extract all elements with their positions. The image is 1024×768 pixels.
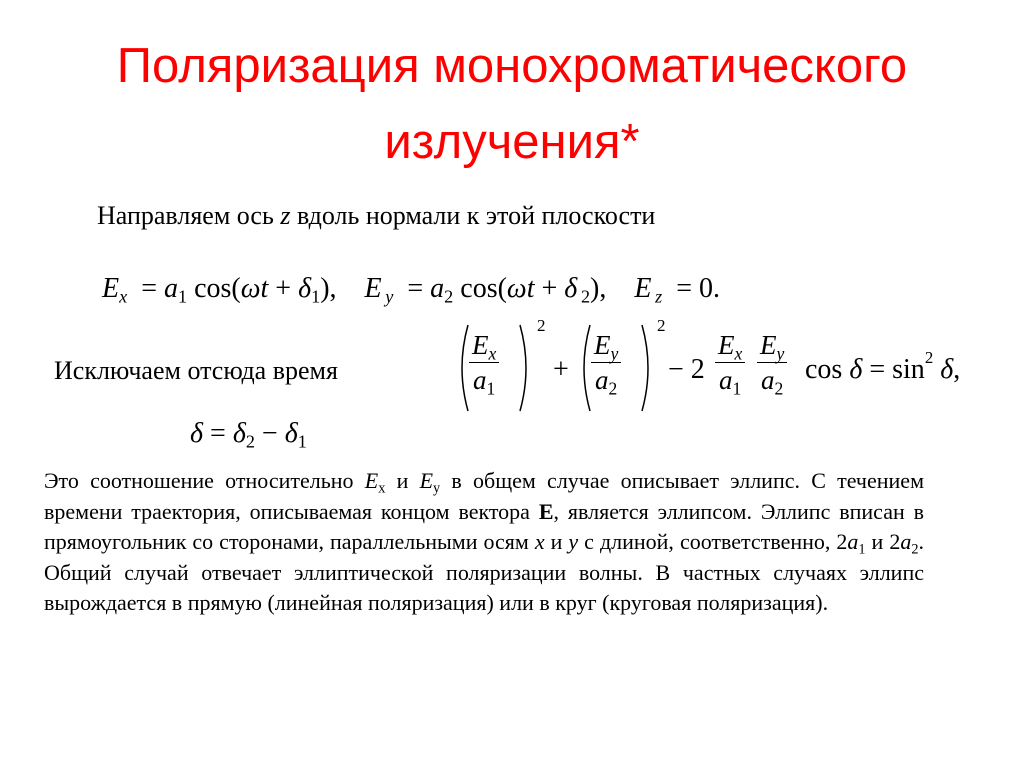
- slide-title-line-1: Поляризация монохроматического: [116, 39, 908, 93]
- exponent-2-a: 2: [537, 316, 546, 335]
- minus-two: − 2: [668, 354, 705, 385]
- fraction-ey-a2-b: $\frac{E_y}{a_2}$: [756, 328, 788, 397]
- cos-delta-sin2: $\cos \delta = \sin^2 \delta$,: [805, 347, 961, 385]
- field-components-equation: $E_x = a_1$ $\cos(\omega t + \delta_1)$, E $_y = a_2$ cos(ωt + δ $_2$), E $_z$ = 0.: [102, 273, 721, 307]
- fraction-ey-a2: $\frac{E_y}{a_2}$: [590, 328, 622, 397]
- eliminate-time-label: Исключаем отсюда время: [54, 356, 338, 385]
- phase-difference-equation: $\delta = \delta_2 - \delta_1$: [190, 418, 307, 452]
- fraction-ex-a1: $\frac{E_x}{a_1}$: [468, 328, 500, 397]
- intro-label: Направляем ось z вдоль нормали к этой плоскости: [97, 201, 656, 230]
- plus-sign: +: [553, 354, 569, 385]
- right-paren-2: [638, 322, 658, 414]
- slide-title-line-2: излучения*: [384, 115, 640, 169]
- explanation-paragraph: Это соотношение относительно $E_x$ и $E_y$ в общем случае описывает эллипс. С течением времени траектория, описываемая концом вектора E, является эллипсом. Эллипс вписан в прямоугольник со сторонами, параллельными осям x и y с длиной, соответственно, $2a_1$ и $2a_2$. Общий случай отвечает эллиптической поляризации волны. В частных случаях эллипс вырождается в прямую (линейная поляризация) или в круг (круговая поляризация).: [44, 468, 925, 615]
- right-paren-1: [516, 322, 536, 414]
- axis-z: z: [280, 201, 291, 230]
- exponent-2-b: 2: [657, 316, 666, 335]
- fraction-ex-a1-b: $\frac{E_x}{a_1}$: [714, 328, 746, 397]
